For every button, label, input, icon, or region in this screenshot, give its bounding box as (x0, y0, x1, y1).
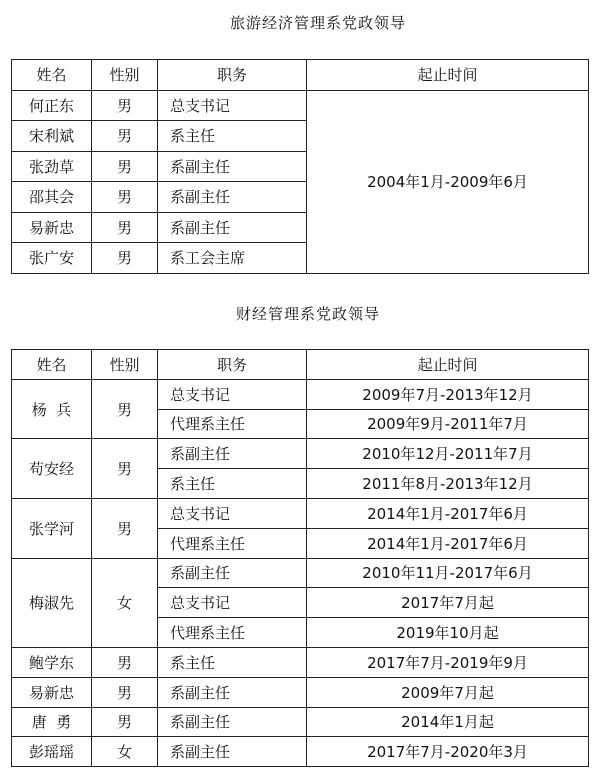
name-cell: 苟安经 (12, 439, 92, 499)
period-cell: 2017年7月起 (307, 588, 589, 618)
position-cell: 总支书记 (158, 588, 307, 618)
gender-cell: 女 (92, 558, 158, 647)
gender-cell: 男 (92, 647, 158, 677)
period-cell: 2011年8月-2013年12月 (307, 469, 589, 499)
position-cell: 系副主任 (158, 212, 307, 243)
table-row (12, 498, 589, 528)
period-cell: 2004年1月-2009年6月 (307, 90, 589, 273)
name-cell: 鲍学东 (12, 647, 92, 677)
table-row (12, 90, 589, 121)
header-gender: 性别 (92, 350, 158, 380)
period-cell: 2010年11月-2017年6月 (307, 558, 589, 588)
position-cell: 总支书记 (158, 90, 307, 121)
position-cell: 系副主任 (158, 439, 307, 469)
tourism-leaders-table (11, 59, 589, 274)
position-cell: 系副主任 (158, 707, 307, 737)
table-row (12, 677, 589, 707)
gender-cell: 男 (92, 90, 158, 121)
name-cell: 邵其会 (12, 182, 92, 213)
table-row (12, 558, 589, 588)
table-row (12, 707, 589, 737)
name-cell: 彭瑶瑶 (12, 737, 92, 767)
header-name: 姓名 (12, 60, 92, 91)
header-position: 职务 (158, 60, 307, 91)
position-cell: 系主任 (158, 469, 307, 499)
name-cell: 宋利斌 (12, 121, 92, 152)
gender-cell: 男 (92, 439, 158, 499)
position-cell: 系主任 (158, 121, 307, 152)
gender-cell: 男 (92, 677, 158, 707)
gender-cell: 男 (92, 379, 158, 439)
position-cell: 系副主任 (158, 737, 307, 767)
period-cell: 2014年1月-2017年6月 (307, 528, 589, 558)
position-cell: 系副主任 (158, 182, 307, 213)
position-cell: 总支书记 (158, 498, 307, 528)
name-cell: 易新忠 (12, 212, 92, 243)
position-cell: 代理系主任 (158, 528, 307, 558)
period-cell: 2019年10月起 (307, 618, 589, 648)
header-period: 起止时间 (307, 60, 589, 91)
name-cell: 何正东 (12, 90, 92, 121)
name-cell: 张学河 (12, 498, 92, 558)
position-cell: 代理系主任 (158, 409, 307, 439)
table-row (12, 647, 589, 677)
header-row (12, 350, 589, 380)
name-cell: 易新忠 (12, 677, 92, 707)
table-row (12, 737, 589, 767)
name-cell: 张劲草 (12, 151, 92, 182)
period-cell: 2009年7月-2013年12月 (307, 379, 589, 409)
table1-title: 旅游经济管理系党政领导 (229, 14, 406, 32)
header-position: 职务 (158, 350, 307, 380)
position-cell: 代理系主任 (158, 618, 307, 648)
header-period: 起止时间 (307, 350, 589, 380)
header-row (12, 60, 589, 91)
header-name: 姓名 (12, 350, 92, 380)
position-cell: 系主任 (158, 647, 307, 677)
position-cell: 系副主任 (158, 677, 307, 707)
name-cell: 张广安 (12, 243, 92, 274)
position-cell: 系副主任 (158, 558, 307, 588)
header-gender: 性别 (92, 60, 158, 91)
gender-cell: 男 (92, 498, 158, 558)
period-cell: 2014年1月起 (307, 707, 589, 737)
name-cell: 杨 兵 (12, 379, 92, 439)
gender-cell: 男 (92, 151, 158, 182)
period-cell: 2017年7月-2020年3月 (307, 737, 589, 767)
gender-cell: 女 (92, 737, 158, 767)
gender-cell: 男 (92, 212, 158, 243)
period-cell: 2009年7月起 (307, 677, 589, 707)
position-cell: 系工会主席 (158, 243, 307, 274)
position-cell: 系副主任 (158, 151, 307, 182)
name-cell: 梅淑先 (12, 558, 92, 647)
finance-leaders-table (11, 349, 589, 767)
gender-cell: 男 (92, 121, 158, 152)
gender-cell: 男 (92, 707, 158, 737)
period-cell: 2009年9月-2011年7月 (307, 409, 589, 439)
table-row (12, 439, 589, 469)
gender-cell: 男 (92, 182, 158, 213)
gender-cell: 男 (92, 243, 158, 274)
table2-title: 财经管理系党政领导 (235, 305, 380, 323)
table-row (12, 379, 589, 409)
position-cell: 总支书记 (158, 379, 307, 409)
name-cell: 唐 勇 (12, 707, 92, 737)
period-cell: 2017年7月-2019年9月 (307, 647, 589, 677)
period-cell: 2014年1月-2017年6月 (307, 498, 589, 528)
period-cell: 2010年12月-2011年7月 (307, 439, 589, 469)
